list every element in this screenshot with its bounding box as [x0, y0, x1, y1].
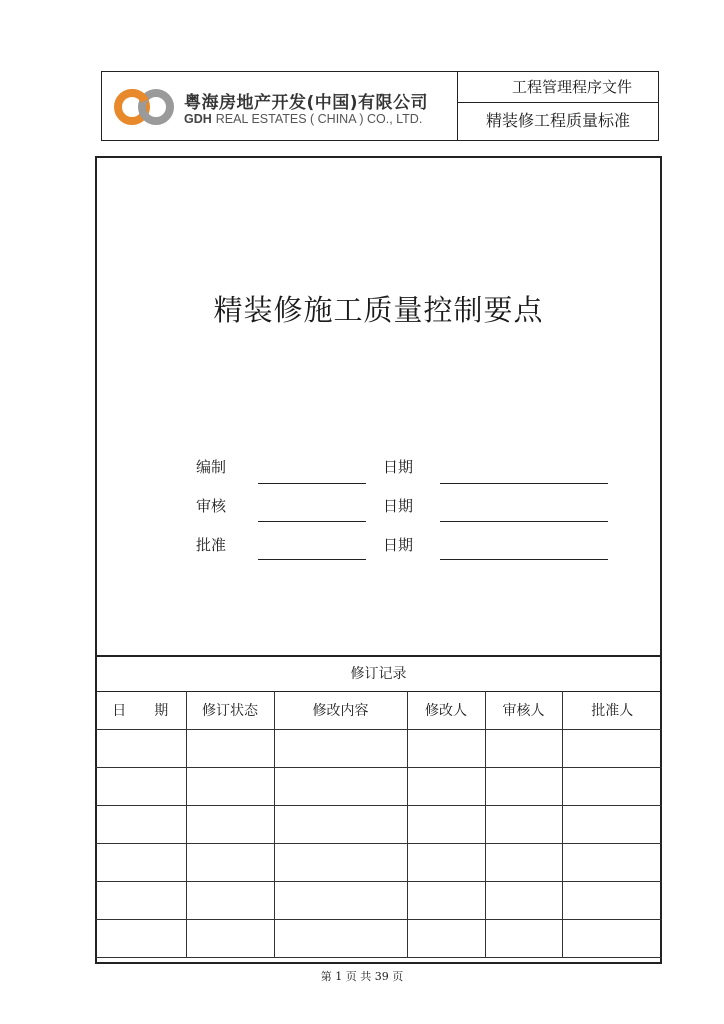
- company-name-english-text: REAL ESTATES ( CHINA ) CO., LTD.: [215, 112, 423, 126]
- table-cell[interactable]: [562, 768, 662, 806]
- company-name-english: [184, 112, 422, 126]
- table-cell[interactable]: [186, 730, 274, 768]
- company-abbr: GDH: [184, 112, 212, 126]
- table-cell[interactable]: [95, 730, 186, 768]
- company-block: [102, 72, 458, 140]
- col-reviewer: 审核人: [485, 691, 562, 730]
- table-cell[interactable]: [274, 920, 407, 958]
- col-content: 修改内容: [274, 691, 407, 730]
- table-cell[interactable]: [562, 882, 662, 920]
- cover-frame: [95, 156, 662, 964]
- table-cell[interactable]: [95, 844, 186, 882]
- table-cell[interactable]: [485, 730, 562, 768]
- table-cell[interactable]: [274, 806, 407, 844]
- table-cell[interactable]: [407, 844, 485, 882]
- table-cell[interactable]: [274, 844, 407, 882]
- table-cell[interactable]: [95, 768, 186, 806]
- table-cell[interactable]: [186, 768, 274, 806]
- company-logo-icon: [112, 87, 178, 127]
- table-cell[interactable]: [407, 920, 485, 958]
- table-cell[interactable]: [485, 920, 562, 958]
- table-cell[interactable]: [485, 844, 562, 882]
- table-cell[interactable]: [485, 806, 562, 844]
- col-approver: 批准人: [562, 691, 662, 730]
- reviewed-label: 审核: [196, 497, 227, 515]
- table-cell[interactable]: [186, 920, 274, 958]
- table-cell[interactable]: [274, 768, 407, 806]
- prepared-date-label: 日期: [383, 458, 414, 476]
- col-status: 修订状态: [186, 691, 274, 730]
- revision-record: [95, 655, 662, 964]
- table-row: [95, 920, 662, 958]
- table-cell[interactable]: [407, 768, 485, 806]
- doc-info-block: [458, 72, 658, 140]
- approved-label: 批准: [196, 536, 227, 554]
- revision-table: [95, 691, 662, 958]
- table-row: [95, 806, 662, 844]
- approved-date-label: 日期: [383, 536, 414, 554]
- table-cell[interactable]: [186, 844, 274, 882]
- company-name-chinese: 粤海房地产开发(中国)有限公司: [184, 93, 429, 113]
- table-cell[interactable]: [186, 806, 274, 844]
- table-cell[interactable]: [274, 730, 407, 768]
- revision-title: 修订记录: [95, 657, 662, 692]
- page-number: 第 1 页 共 39 页: [320, 970, 404, 983]
- prepared-line[interactable]: [258, 483, 366, 484]
- table-row: [95, 844, 662, 882]
- col-date: 日 期: [95, 691, 186, 730]
- reviewed-line[interactable]: [258, 521, 366, 522]
- table-row: [95, 730, 662, 768]
- table-cell[interactable]: [95, 882, 186, 920]
- table-row: [95, 768, 662, 806]
- table-cell[interactable]: [562, 806, 662, 844]
- table-row: [95, 882, 662, 920]
- table-cell[interactable]: [562, 920, 662, 958]
- table-cell[interactable]: [407, 882, 485, 920]
- document-header: [101, 71, 659, 141]
- doc-category: 工程管理程序文件: [458, 72, 658, 103]
- table-cell[interactable]: [95, 920, 186, 958]
- table-cell[interactable]: [407, 806, 485, 844]
- table-cell[interactable]: [274, 882, 407, 920]
- table-cell[interactable]: [485, 768, 562, 806]
- table-cell[interactable]: [562, 844, 662, 882]
- main-title: 精装修施工质量控制要点: [213, 293, 544, 327]
- approved-date-line[interactable]: [440, 559, 608, 560]
- col-modifier: 修改人: [407, 691, 485, 730]
- table-cell[interactable]: [407, 730, 485, 768]
- approved-line[interactable]: [258, 559, 366, 560]
- prepared-date-line[interactable]: [440, 483, 608, 484]
- table-cell[interactable]: [186, 882, 274, 920]
- table-cell[interactable]: [485, 882, 562, 920]
- doc-title: 精装修工程质量标准: [485, 111, 630, 130]
- reviewed-date-label: 日期: [383, 497, 414, 515]
- prepared-label: 编制: [196, 458, 227, 476]
- table-cell[interactable]: [95, 806, 186, 844]
- reviewed-date-line[interactable]: [440, 521, 608, 522]
- table-cell[interactable]: [562, 730, 662, 768]
- revision-header-row: [95, 691, 662, 730]
